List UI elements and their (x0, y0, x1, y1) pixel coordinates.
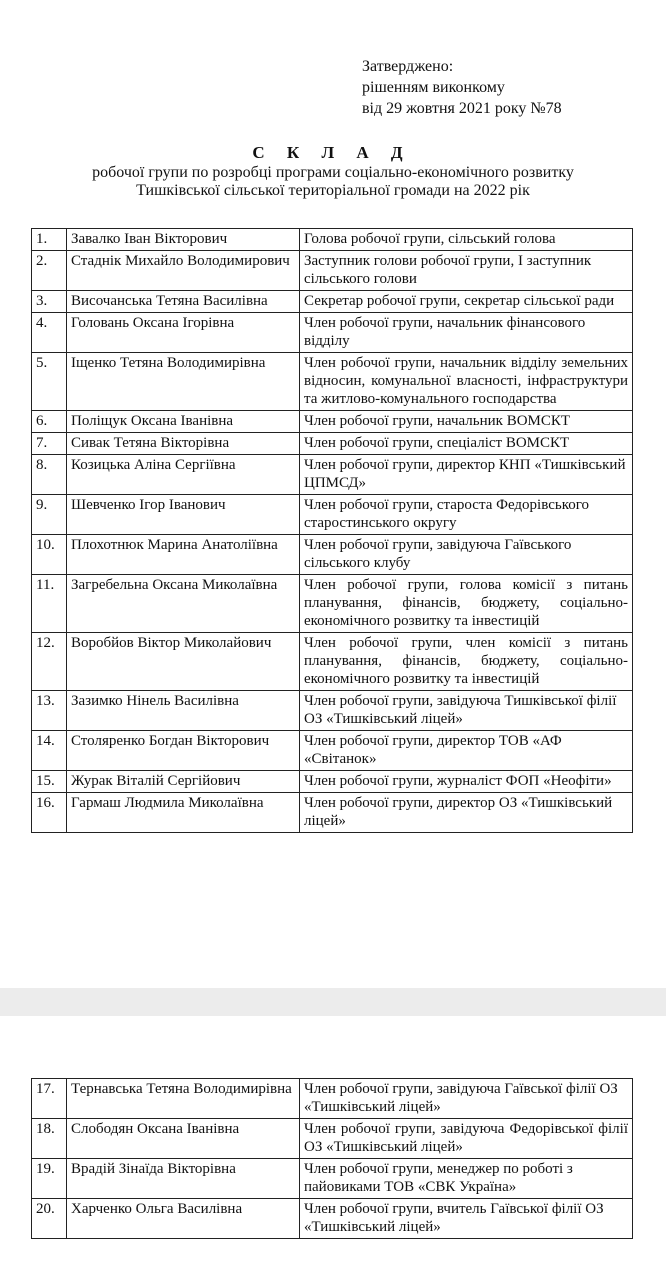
member-role: Секретар робочої групи, секретар сільської ради (300, 291, 633, 313)
document-heading (0, 142, 666, 200)
member-name: Сивак Тетяна Вікторівна (67, 433, 300, 455)
table-row (32, 229, 633, 251)
member-role: Член робочої групи, член комісії з питань планування, фінансів, бюджету, соціально-економічного розвитку та інвестицій (300, 633, 633, 691)
member-number: 2. (32, 251, 67, 291)
member-role: Член робочої групи, менеджер по роботі з пайовиками ТОВ «СВК Україна» (300, 1159, 633, 1199)
member-role: Член робочої групи, завідуюча Тишківської філії ОЗ «Тишківський ліцей» (300, 691, 633, 731)
member-role: Член робочої групи, директор КНП «Тишківський ЦПМСД» (300, 455, 633, 495)
member-name: Плохотнюк Марина Анатоліївна (67, 535, 300, 575)
approval-stamp-text (362, 56, 562, 119)
table-row (32, 1079, 633, 1119)
table-row (32, 1159, 633, 1199)
member-number: 11. (32, 575, 67, 633)
member-number: 8. (32, 455, 67, 495)
member-name: Козицька Аліна Сергіївна (67, 455, 300, 495)
table-row (32, 1119, 633, 1159)
member-name: Слободян Оксана Іванівна (67, 1119, 300, 1159)
document-page-2 (0, 1016, 666, 1280)
table-row (32, 433, 633, 455)
table-row (32, 691, 633, 731)
member-role: Член робочої групи, начальник відділу земельних відносин, комунальної власності, інфраструктури та житлово-комунального господарства (300, 353, 633, 411)
member-number: 6. (32, 411, 67, 433)
member-name: Шевченко Ігор Іванович (67, 495, 300, 535)
table-row (32, 313, 633, 353)
member-role: Член робочої групи, директор ТОВ «АФ «Світанок» (300, 731, 633, 771)
member-role: Член робочої групи, завідуюча Федорівської філії ОЗ «Тишківський ліцей» (300, 1119, 633, 1159)
member-role: Член робочої групи, завідуюча Гаївського сільського клубу (300, 535, 633, 575)
member-role: Член робочої групи, директор ОЗ «Тишківський ліцей» (300, 793, 633, 833)
table-row (32, 455, 633, 495)
member-role: Голова робочої групи, сільський голова (300, 229, 633, 251)
document-title: С К Л А Д (252, 143, 412, 162)
member-role: Член робочої групи, спеціаліст ВОМСКТ (300, 433, 633, 455)
member-name: Іщенко Тетяна Володимирівна (67, 353, 300, 411)
page-separator (0, 988, 666, 1016)
member-name: Журак Віталій Сергійович (67, 771, 300, 793)
member-name: Головань Оксана Ігорівна (67, 313, 300, 353)
table-row (32, 291, 633, 313)
table-row (32, 251, 633, 291)
member-role: Член робочої групи, начальник фінансового відділу (300, 313, 633, 353)
member-number: 4. (32, 313, 67, 353)
member-number: 3. (32, 291, 67, 313)
member-role: Член робочої групи, голова комісії з питань планування, фінансів, бюджету, соціально-економічного розвитку та інвестицій (300, 575, 633, 633)
member-number: 19. (32, 1159, 67, 1199)
approval-line-2: рішенням виконкому (362, 79, 505, 96)
table-row (32, 793, 633, 833)
member-role: Член робочої групи, вчитель Гаївської філії ОЗ «Тишківський ліцей» (300, 1199, 633, 1239)
member-name: Зазимко Нінель Василівна (67, 691, 300, 731)
member-name: Поліщук Оксана Іванівна (67, 411, 300, 433)
member-number: 16. (32, 793, 67, 833)
member-name: Воробйов Віктор Миколайович (67, 633, 300, 691)
member-role: Заступник голови робочої групи, І заступник сільського голови (300, 251, 633, 291)
member-number: 13. (32, 691, 67, 731)
member-number: 15. (32, 771, 67, 793)
member-role: Член робочої групи, завідуюча Гаївської філії ОЗ «Тишківський ліцей» (300, 1079, 633, 1119)
table-row (32, 535, 633, 575)
table-row (32, 731, 633, 771)
member-role: Член робочої групи, журналіст ФОП «Неофіти» (300, 771, 633, 793)
member-number: 14. (32, 731, 67, 771)
member-number: 7. (32, 433, 67, 455)
member-number: 17. (32, 1079, 67, 1119)
table-row (32, 495, 633, 535)
member-name: Харченко Ольга Василівна (67, 1199, 300, 1239)
member-name: Стаднік Михайло Володимирович (67, 251, 300, 291)
member-number: 10. (32, 535, 67, 575)
approval-line-1: Затверджено: (362, 58, 454, 75)
table-row (32, 633, 633, 691)
approval-line-3: від 29 жовтня 2021 року №78 (362, 100, 562, 117)
table-row (32, 771, 633, 793)
members-table-page-1 (31, 228, 633, 833)
table-row (32, 353, 633, 411)
member-role: Член робочої групи, староста Федорівського старостинського округу (300, 495, 633, 535)
member-name: Загребельна Оксана Миколаївна (67, 575, 300, 633)
member-number: 5. (32, 353, 67, 411)
table-row (32, 1199, 633, 1239)
member-name: Височанська Тетяна Василівна (67, 291, 300, 313)
member-role: Член робочої групи, начальник ВОМСКТ (300, 411, 633, 433)
member-name: Завалко Іван Вікторович (67, 229, 300, 251)
member-number: 9. (32, 495, 67, 535)
document-subtitle-line-2: Тишківської сільської територіальної громади на 2022 рік (136, 182, 530, 199)
member-name: Врадій Зінаїда Вікторівна (67, 1159, 300, 1199)
member-number: 12. (32, 633, 67, 691)
member-number: 18. (32, 1119, 67, 1159)
table-row (32, 575, 633, 633)
member-name: Гармаш Людмила Миколаївна (67, 793, 300, 833)
members-table-page-2 (31, 1078, 633, 1239)
member-name: Столяренко Богдан Вікторович (67, 731, 300, 771)
member-number: 1. (32, 229, 67, 251)
document-subtitle-line-1: робочої групи по розробці програми соціально-економічного розвитку (92, 164, 574, 181)
member-name: Тернавська Тетяна Володимирівна (67, 1079, 300, 1119)
table-row (32, 411, 633, 433)
member-number: 20. (32, 1199, 67, 1239)
